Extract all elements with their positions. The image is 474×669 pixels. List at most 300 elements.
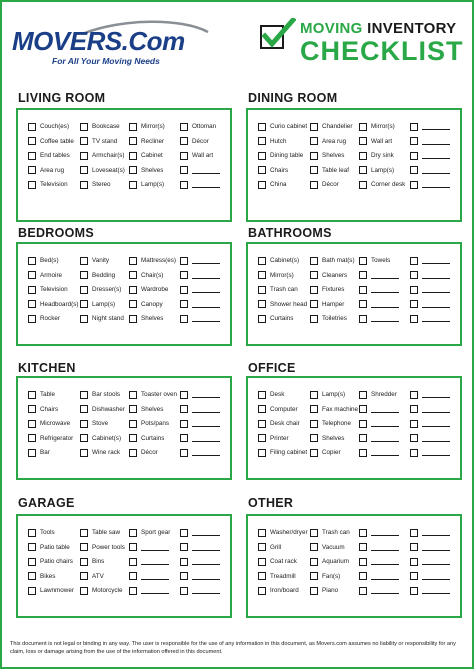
checkbox[interactable] — [410, 420, 418, 428]
checklist-item[interactable] — [28, 299, 79, 310]
checklist-item[interactable] — [258, 556, 297, 567]
checkbox[interactable] — [410, 123, 418, 131]
checkbox[interactable] — [129, 434, 137, 442]
blank-write-in-line[interactable] — [371, 550, 399, 551]
checkbox[interactable] — [28, 391, 36, 399]
checklist-item[interactable] — [28, 255, 59, 266]
blank-write-in-line[interactable] — [192, 441, 220, 442]
checkbox[interactable] — [80, 529, 88, 537]
checkbox[interactable] — [359, 391, 367, 399]
blank-write-in-line[interactable] — [371, 579, 399, 580]
checklist-item[interactable] — [129, 447, 158, 458]
checklist-item[interactable] — [80, 255, 109, 266]
checkbox[interactable] — [258, 558, 266, 566]
checkbox[interactable] — [28, 572, 36, 580]
blank-write-in-line[interactable] — [422, 321, 450, 322]
checklist-item[interactable] — [180, 404, 220, 415]
checkbox[interactable] — [28, 558, 36, 566]
checklist-item[interactable] — [359, 404, 399, 415]
checkbox[interactable] — [180, 300, 188, 308]
checklist-item[interactable] — [410, 542, 450, 553]
checklist-item[interactable] — [359, 255, 390, 266]
checklist-item[interactable] — [359, 389, 397, 400]
blank-write-in-line[interactable] — [422, 144, 450, 145]
checklist-item[interactable] — [180, 179, 220, 190]
blank-write-in-line[interactable] — [192, 535, 220, 536]
checklist-item[interactable] — [410, 179, 450, 190]
checkbox[interactable] — [258, 315, 266, 323]
checkbox[interactable] — [359, 587, 367, 595]
checklist-item[interactable] — [28, 270, 62, 281]
checkbox[interactable] — [180, 587, 188, 595]
checklist-item[interactable] — [410, 418, 450, 429]
checkbox[interactable] — [80, 123, 88, 131]
blank-write-in-line[interactable] — [141, 593, 169, 594]
checklist-item[interactable] — [129, 527, 170, 538]
checklist-item[interactable] — [28, 542, 70, 553]
blank-write-in-line[interactable] — [371, 455, 399, 456]
checkbox[interactable] — [129, 166, 137, 174]
checklist-item[interactable] — [80, 571, 104, 582]
checkbox[interactable] — [80, 420, 88, 428]
checklist-item[interactable] — [28, 585, 74, 596]
checklist-item[interactable] — [80, 165, 125, 176]
blank-write-in-line[interactable] — [192, 278, 220, 279]
blank-write-in-line[interactable] — [141, 564, 169, 565]
checklist-item[interactable] — [410, 585, 450, 596]
checklist-item[interactable] — [410, 556, 450, 567]
checkbox[interactable] — [310, 137, 318, 145]
checklist-item[interactable] — [129, 313, 163, 324]
checkbox[interactable] — [310, 558, 318, 566]
checkbox[interactable] — [359, 449, 367, 457]
checkbox[interactable] — [258, 434, 266, 442]
checklist-item[interactable] — [310, 556, 349, 567]
checklist-item[interactable] — [258, 542, 281, 553]
checklist-item[interactable] — [28, 136, 74, 147]
checkbox[interactable] — [359, 543, 367, 551]
blank-write-in-line[interactable] — [422, 307, 450, 308]
checkbox[interactable] — [28, 300, 36, 308]
blank-write-in-line[interactable] — [422, 129, 450, 130]
checkbox[interactable] — [258, 152, 266, 160]
checkbox[interactable] — [80, 587, 88, 595]
checkbox[interactable] — [410, 300, 418, 308]
checkbox[interactable] — [80, 300, 88, 308]
checkbox[interactable] — [410, 572, 418, 580]
checkbox[interactable] — [180, 181, 188, 189]
checklist-item[interactable] — [80, 433, 121, 444]
checklist-item[interactable] — [80, 389, 120, 400]
blank-write-in-line[interactable] — [192, 593, 220, 594]
checklist-item[interactable] — [180, 433, 220, 444]
blank-write-in-line[interactable] — [422, 292, 450, 293]
blank-write-in-line[interactable] — [192, 412, 220, 413]
checkbox[interactable] — [359, 405, 367, 413]
checkbox[interactable] — [180, 391, 188, 399]
checklist-item[interactable] — [310, 284, 344, 295]
checkbox[interactable] — [28, 315, 36, 323]
checklist-item[interactable] — [180, 255, 220, 266]
checklist-item[interactable] — [28, 571, 55, 582]
checklist-item[interactable] — [310, 313, 347, 324]
checklist-item[interactable] — [410, 150, 450, 161]
checklist-item[interactable] — [410, 527, 450, 538]
checklist-item[interactable] — [359, 270, 399, 281]
checkbox[interactable] — [180, 166, 188, 174]
checklist-item[interactable] — [310, 255, 355, 266]
checklist-item[interactable] — [310, 299, 344, 310]
checklist-item[interactable] — [310, 542, 345, 553]
checklist-item[interactable] — [310, 527, 350, 538]
checklist-item[interactable] — [180, 270, 220, 281]
checklist-item[interactable] — [129, 179, 164, 190]
checkbox[interactable] — [359, 137, 367, 145]
checkbox[interactable] — [359, 300, 367, 308]
checkbox[interactable] — [80, 152, 88, 160]
checklist-item[interactable] — [129, 150, 163, 161]
checkbox[interactable] — [410, 434, 418, 442]
checklist-item[interactable] — [129, 284, 168, 295]
checklist-item[interactable] — [80, 585, 122, 596]
checklist-item[interactable] — [410, 433, 450, 444]
checklist-item[interactable] — [80, 121, 120, 132]
checkbox[interactable] — [310, 420, 318, 428]
checklist-item[interactable] — [258, 299, 307, 310]
checkbox[interactable] — [129, 587, 137, 595]
blank-write-in-line[interactable] — [371, 564, 399, 565]
checkbox[interactable] — [129, 257, 137, 265]
checklist-item[interactable] — [180, 284, 220, 295]
checkbox[interactable] — [410, 166, 418, 174]
checkbox[interactable] — [28, 405, 36, 413]
checkbox[interactable] — [180, 257, 188, 265]
checkbox[interactable] — [359, 558, 367, 566]
checklist-item[interactable] — [129, 136, 164, 147]
checklist-item[interactable] — [359, 121, 395, 132]
checkbox[interactable] — [28, 543, 36, 551]
checklist-item[interactable] — [258, 447, 307, 458]
checkbox[interactable] — [129, 152, 137, 160]
checkbox[interactable] — [80, 391, 88, 399]
checkbox[interactable] — [359, 123, 367, 131]
checkbox[interactable] — [359, 152, 367, 160]
checkbox[interactable] — [310, 181, 318, 189]
checkbox[interactable] — [80, 166, 88, 174]
checklist-item[interactable] — [180, 527, 220, 538]
blank-write-in-line[interactable] — [192, 426, 220, 427]
checklist-item[interactable] — [410, 571, 450, 582]
checklist-item[interactable] — [258, 313, 293, 324]
checkbox[interactable] — [310, 587, 318, 595]
checklist-item[interactable] — [410, 136, 450, 147]
checkbox[interactable] — [258, 166, 266, 174]
checkbox[interactable] — [258, 405, 266, 413]
checkbox[interactable] — [180, 315, 188, 323]
checklist-item[interactable] — [410, 270, 450, 281]
checklist-item[interactable] — [28, 433, 73, 444]
checklist-item[interactable] — [129, 165, 163, 176]
checkbox[interactable] — [410, 152, 418, 160]
checkbox[interactable] — [129, 420, 137, 428]
blank-write-in-line[interactable] — [192, 263, 220, 264]
checkbox[interactable] — [258, 181, 266, 189]
checkbox[interactable] — [258, 300, 266, 308]
checklist-item[interactable] — [80, 404, 125, 415]
checklist-item[interactable] — [359, 527, 399, 538]
checklist-item[interactable] — [410, 299, 450, 310]
checklist-item[interactable] — [129, 571, 169, 582]
checklist-item[interactable] — [28, 165, 64, 176]
checklist-item[interactable] — [258, 165, 288, 176]
checkbox[interactable] — [310, 529, 318, 537]
checklist-item[interactable] — [28, 527, 55, 538]
blank-write-in-line[interactable] — [192, 292, 220, 293]
checklist-item[interactable] — [180, 556, 220, 567]
checkbox[interactable] — [410, 391, 418, 399]
checkbox[interactable] — [410, 286, 418, 294]
checkbox[interactable] — [129, 405, 137, 413]
checkbox[interactable] — [410, 558, 418, 566]
checklist-item[interactable] — [410, 255, 450, 266]
checkbox[interactable] — [410, 137, 418, 145]
checkbox[interactable] — [180, 123, 188, 131]
checklist-item[interactable] — [410, 313, 450, 324]
checklist-item[interactable] — [410, 404, 450, 415]
checkbox[interactable] — [129, 529, 137, 537]
blank-write-in-line[interactable] — [422, 187, 450, 188]
checklist-item[interactable] — [258, 255, 299, 266]
checkbox[interactable] — [310, 271, 318, 279]
checklist-item[interactable] — [180, 542, 220, 553]
checklist-item[interactable] — [129, 299, 163, 310]
checkbox[interactable] — [28, 257, 36, 265]
checklist-item[interactable] — [28, 150, 70, 161]
checkbox[interactable] — [129, 137, 137, 145]
checkbox[interactable] — [129, 543, 137, 551]
checkbox[interactable] — [359, 257, 367, 265]
checklist-item[interactable] — [129, 433, 164, 444]
checklist-item[interactable] — [310, 150, 344, 161]
checklist-item[interactable] — [359, 418, 399, 429]
blank-write-in-line[interactable] — [141, 550, 169, 551]
checklist-item[interactable] — [80, 542, 125, 553]
blank-write-in-line[interactable] — [371, 535, 399, 536]
checkbox[interactable] — [359, 181, 367, 189]
checkbox[interactable] — [28, 587, 36, 595]
checkbox[interactable] — [129, 123, 137, 131]
checklist-item[interactable] — [180, 299, 220, 310]
checklist-item[interactable] — [359, 179, 405, 190]
checklist-item[interactable] — [410, 284, 450, 295]
checkbox[interactable] — [310, 405, 318, 413]
checkbox[interactable] — [28, 434, 36, 442]
checklist-item[interactable] — [28, 179, 68, 190]
checklist-item[interactable] — [28, 313, 60, 324]
checklist-item[interactable] — [258, 585, 299, 596]
checkbox[interactable] — [180, 420, 188, 428]
checklist-item[interactable] — [310, 404, 358, 415]
checkbox[interactable] — [410, 315, 418, 323]
checkbox[interactable] — [258, 271, 266, 279]
checklist-item[interactable] — [129, 585, 169, 596]
checkbox[interactable] — [180, 152, 188, 160]
checklist-item[interactable] — [258, 389, 284, 400]
checkbox[interactable] — [410, 529, 418, 537]
checkbox[interactable] — [28, 449, 36, 457]
checklist-item[interactable] — [180, 389, 220, 400]
checklist-item[interactable] — [410, 389, 450, 400]
checklist-item[interactable] — [359, 571, 399, 582]
checkbox[interactable] — [180, 271, 188, 279]
checklist-item[interactable] — [310, 270, 347, 281]
checklist-item[interactable] — [359, 447, 399, 458]
checklist-item[interactable] — [258, 433, 289, 444]
checklist-item[interactable] — [28, 556, 73, 567]
checklist-item[interactable] — [28, 284, 68, 295]
checkbox[interactable] — [129, 286, 137, 294]
blank-write-in-line[interactable] — [422, 278, 450, 279]
checkbox[interactable] — [28, 152, 36, 160]
blank-write-in-line[interactable] — [192, 455, 220, 456]
checklist-item[interactable] — [258, 136, 286, 147]
checklist-item[interactable] — [359, 165, 394, 176]
blank-write-in-line[interactable] — [371, 307, 399, 308]
blank-write-in-line[interactable] — [422, 426, 450, 427]
checklist-item[interactable] — [129, 556, 169, 567]
checklist-item[interactable] — [258, 284, 298, 295]
checkbox[interactable] — [258, 137, 266, 145]
checkbox[interactable] — [410, 449, 418, 457]
checklist-item[interactable] — [80, 447, 120, 458]
checklist-item[interactable] — [129, 418, 169, 429]
checklist-item[interactable] — [410, 447, 450, 458]
checkbox[interactable] — [129, 300, 137, 308]
checkbox[interactable] — [410, 405, 418, 413]
checkbox[interactable] — [80, 271, 88, 279]
checkbox[interactable] — [359, 166, 367, 174]
checklist-item[interactable] — [28, 447, 50, 458]
checklist-item[interactable] — [410, 121, 450, 132]
checkbox[interactable] — [359, 529, 367, 537]
checklist-item[interactable] — [310, 389, 345, 400]
checklist-item[interactable] — [28, 121, 69, 132]
checkbox[interactable] — [310, 286, 318, 294]
checkbox[interactable] — [310, 391, 318, 399]
checklist-item[interactable] — [129, 404, 163, 415]
blank-write-in-line[interactable] — [192, 550, 220, 551]
checkbox[interactable] — [80, 181, 88, 189]
blank-write-in-line[interactable] — [422, 579, 450, 580]
checklist-item[interactable] — [359, 313, 399, 324]
checklist-item[interactable] — [80, 556, 104, 567]
checklist-item[interactable] — [180, 165, 220, 176]
checklist-item[interactable] — [28, 418, 70, 429]
blank-write-in-line[interactable] — [422, 455, 450, 456]
checklist-item[interactable] — [310, 121, 352, 132]
blank-write-in-line[interactable] — [422, 397, 450, 398]
blank-write-in-line[interactable] — [192, 321, 220, 322]
checklist-item[interactable] — [310, 136, 346, 147]
checkbox[interactable] — [28, 529, 36, 537]
checkbox[interactable] — [310, 572, 318, 580]
checklist-item[interactable] — [359, 150, 394, 161]
blank-write-in-line[interactable] — [422, 550, 450, 551]
checklist-item[interactable] — [129, 389, 177, 400]
checkbox[interactable] — [180, 449, 188, 457]
checkbox[interactable] — [129, 572, 137, 580]
checkbox[interactable] — [80, 315, 88, 323]
checklist-item[interactable] — [410, 165, 450, 176]
checklist-item[interactable] — [310, 179, 339, 190]
checklist-item[interactable] — [28, 389, 55, 400]
checkbox[interactable] — [359, 315, 367, 323]
checkbox[interactable] — [180, 558, 188, 566]
checkbox[interactable] — [129, 181, 137, 189]
blank-write-in-line[interactable] — [422, 158, 450, 159]
blank-write-in-line[interactable] — [371, 278, 399, 279]
checkbox[interactable] — [310, 449, 318, 457]
checklist-item[interactable] — [180, 150, 213, 161]
blank-write-in-line[interactable] — [141, 579, 169, 580]
checklist-item[interactable] — [310, 447, 341, 458]
blank-write-in-line[interactable] — [192, 307, 220, 308]
checkbox[interactable] — [28, 166, 36, 174]
checkbox[interactable] — [310, 152, 318, 160]
blank-write-in-line[interactable] — [371, 412, 399, 413]
checkbox[interactable] — [310, 543, 318, 551]
checklist-item[interactable] — [258, 270, 294, 281]
blank-write-in-line[interactable] — [192, 187, 220, 188]
checkbox[interactable] — [180, 405, 188, 413]
checkbox[interactable] — [258, 572, 266, 580]
checklist-item[interactable] — [310, 433, 344, 444]
checkbox[interactable] — [80, 434, 88, 442]
checklist-item[interactable] — [258, 179, 286, 190]
checklist-item[interactable] — [359, 556, 399, 567]
checklist-item[interactable] — [359, 542, 399, 553]
checkbox[interactable] — [80, 572, 88, 580]
checkbox[interactable] — [28, 181, 36, 189]
checklist-item[interactable] — [129, 121, 165, 132]
checklist-item[interactable] — [258, 527, 308, 538]
checklist-item[interactable] — [359, 585, 399, 596]
checklist-item[interactable] — [180, 571, 220, 582]
checkbox[interactable] — [359, 572, 367, 580]
checklist-item[interactable] — [310, 418, 351, 429]
checkbox[interactable] — [310, 434, 318, 442]
checkbox[interactable] — [410, 271, 418, 279]
checkbox[interactable] — [129, 449, 137, 457]
blank-write-in-line[interactable] — [192, 564, 220, 565]
checkbox[interactable] — [180, 434, 188, 442]
checklist-item[interactable] — [258, 418, 300, 429]
checkbox[interactable] — [80, 558, 88, 566]
checkbox[interactable] — [359, 434, 367, 442]
checklist-item[interactable] — [180, 585, 220, 596]
blank-write-in-line[interactable] — [371, 321, 399, 322]
checkbox[interactable] — [310, 300, 318, 308]
checkbox[interactable] — [310, 123, 318, 131]
checkbox[interactable] — [80, 449, 88, 457]
checklist-item[interactable] — [180, 447, 220, 458]
checkbox[interactable] — [28, 137, 36, 145]
checklist-item[interactable] — [359, 284, 399, 295]
checkbox[interactable] — [258, 587, 266, 595]
checklist-item[interactable] — [258, 571, 296, 582]
checkbox[interactable] — [410, 181, 418, 189]
checklist-item[interactable] — [310, 571, 340, 582]
